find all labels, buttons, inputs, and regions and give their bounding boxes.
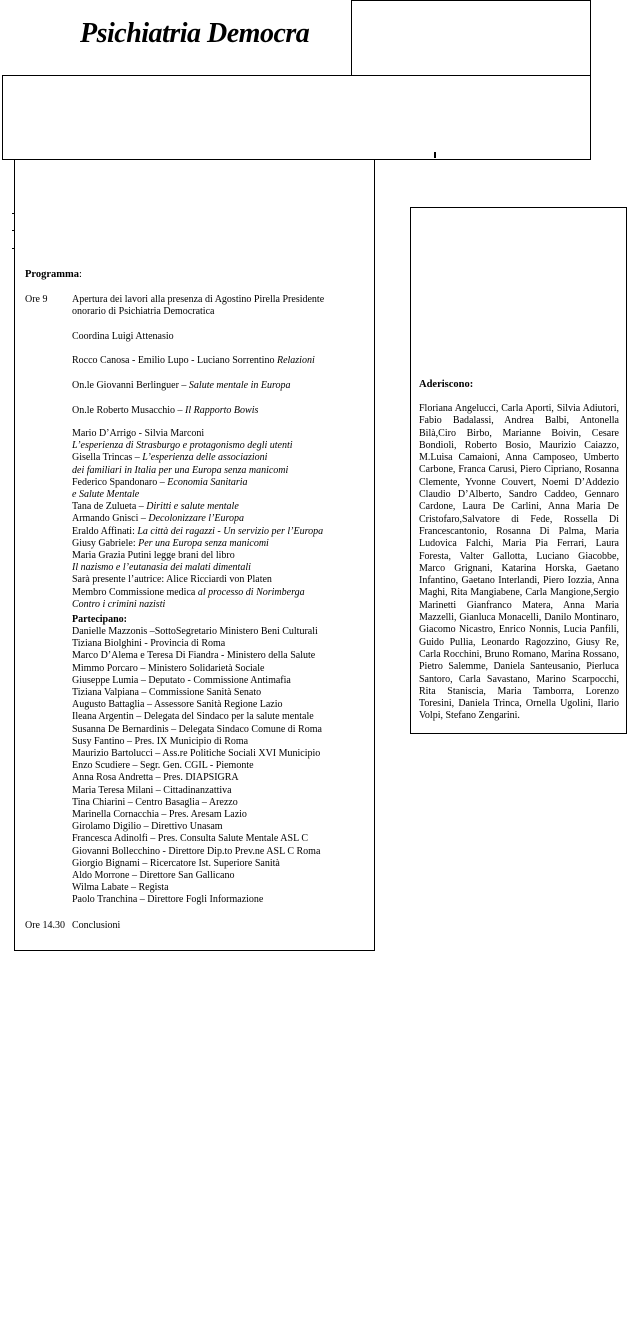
speaker-line: dei familiari in Italia per una Europa senza manicomi [72,464,289,476]
program-heading: Programma: [25,269,82,280]
speaker-line: Armando Gnisci – Decolonizzare l’Europa [72,513,245,525]
participant: Marinella Cornacchia – Pres. Aresam Lazio [72,809,247,821]
participant: Tina Chiarini – Centro Basaglia – Arezzo [72,796,238,808]
time-label: Ore 9 [25,294,48,305]
time-label: Ore 14.30 [25,920,65,931]
header-banner-box [2,75,591,160]
participant: Giuseppe Lumia – Deputato - Commissione Antimafia [72,674,291,686]
participant: Girolamo Digilio – Direttivo Unasam [72,821,223,833]
participant: Augusto Battaglia – Assessore Sanità Regione Lazio [72,699,283,711]
speaker-line: Tana de Zulueta – Diritti e salute mentale [72,501,239,513]
participant: Marco D’Alema e Teresa Di Fiandra - Ministero della Salute [72,650,316,662]
participant: Tiziana Biolghini - Provincia di Roma [72,638,226,650]
margin-mark [12,248,15,249]
speaker-line: Giusy Gabriele: Per una Europa senza manicomi [72,537,269,549]
conclusions: Conclusioni [72,920,121,931]
margin-mark [12,213,15,214]
participant: Paolo Tranchina – Direttore Fogli Informazione [72,894,264,906]
speaker-line: Federico Spandonaro – Economia Sanitaria [72,476,248,488]
participant: Susanna De Bernardinis – Delegata Sindaco Comune di Roma [72,723,322,735]
margin-mark [12,230,15,231]
speaker-line: Il nazismo e l’eutanasia dei malati dimentali [72,562,251,574]
participant: Tiziana Valpiana – Commissione Sanità Senato [72,687,262,699]
speaker-line: Eraldo Affinati: La città dei ragazzi - Un servizio per l’Europa [72,525,324,537]
participant: Ileana Argentin – Delegata del Sindaco per la salute mentale [72,711,314,723]
speaker-line: Mario D’Arrigo - Silvia Marconi [72,428,205,439]
speaker-line: L’esperienza di Strasburgo e protagonismo degli utenti [72,440,293,452]
speakers-list [72,428,323,611]
speakers-line: Rocco Canosa - Emilio Lupo - Luciano Sorrentino Relazioni [72,355,315,366]
participant: Giovanni Bollecchino - Direttore Dip.to Prev.ne ASL C Roma [72,845,321,857]
coordinator: Coordina Luigi Attenasio [72,331,174,342]
speaker-line: Sarà presente l’autrice: Alice Ricciardi von Platen [72,574,272,586]
participant: Giorgio Bignami – Ricercatore Ist. Superiore Sanità [72,857,280,869]
header-box-right [351,0,591,76]
participant: Aldo Morrone – Direttore San Gallicano [72,870,235,882]
speaker-line: Membro Commissione medica al processo di Norimberga [72,586,305,598]
page-title: Psichiatria Democra [80,18,310,49]
participant: Francesca Adinolfi – Pres. Consulta Salute Mentale ASL C [72,833,308,845]
margin-mark [434,152,436,158]
speaker-line: Gisella Trincas – L’esperienza delle associazioni [72,452,268,464]
participant: Anna Rosa Andretta – Pres. DIAPSIGRA [72,772,239,784]
participants-list [72,626,322,907]
adherents-list: Floriana Angelucci, Carla Aporti, Silvia Adiutori, Fabio Badalassi, Andrea Balbi, Antonella Bilà,Ciro Birbo, Marianne Boivin, Cesare Bondioli, Roberto Bosio, Maurizio Caiazzo, M.Luisa Camaioni, Anna Camposeo, Umberto Carbone, Franca Carusi, Piero Cipriano, Rosanna Clemente, Yvonne Couvert, Noemi D’Addezio Claudio D’Alberto, Sandro Caddeo, Gennaro Cardone, Laura De Carlini, Anna Maria De Cristofaro,Salvatore di Fede, Rossella Di Francescantonio, Rosanna Di Palma, Maria Ludovica Falchi, Maria Pia Ferrari, Laura Foresta, Valter Gallotta, Luciano Giacobbe, Marco Grignani, Katarina Horska, Gaetano Infantino, Gaetano Interlandi, Piero Iozzia, Anna Maghi, Rita Mangiabene, Carla Mangione,Sergio Marinetti Gianfranco Matera, Anna Maria Mazzelli, Gianluca Monacelli, Danilo Montinaro, Giacomo Nicastro, Enrico Nonnis, Lucia Panfili, Guido Pullia, Leonardo Ragozzino, Giusy Re, Carla Rocchini, Bruno Romano, Marina Rossano, Pietro Salemme, Daniela Santeusanio, Pierluca Santoro, Carla Savastano, Marino Scarpocchi, Rita Staniscia, Maria Tamborra, Lorenzo Toresini, Daniela Trinca, Ornella Ugolini, Ilario Volpi, Stefano Zengarini. [419,403,619,722]
participant: Mimmo Porcaro – Ministero Solidarietà Sociale [72,662,265,674]
speaker-line: Maria Grazia Putini legge brani del libro [72,550,235,562]
participant: Maurizio Bartolucci – Ass.re Politiche Sociali XVI Municipio [72,748,321,760]
speaker-line: e Salute Mentale [72,489,140,501]
participant: Danielle Mazzonis –SottoSegretario Ministero Beni Culturali [72,626,318,637]
opening-text: Apertura dei lavori alla presenza di Agostino Pirella Presidente onorario di Psichiatria Democratica [72,294,325,318]
speaker-musacchio: On.le Roberto Musacchio – Il Rapporto Bowis [72,405,259,416]
participant: Maria Teresa Milani – Cittadinanzattiva [72,784,232,796]
participant: Susy Fantino – Pres. IX Municipio di Roma [72,735,249,747]
participants-heading: Partecipano: [72,614,127,625]
adherents-heading: Aderiscono: [419,379,474,390]
speaker-berlinguer: On.le Giovanni Berlinguer – Salute mentale in Europa [72,380,291,391]
participant: Wilma Labate – Regista [72,882,169,894]
speaker-line: Contro i crimini nazisti [72,598,166,610]
participant: Enzo Scudiere – Segr. Gen. CGIL - Piemonte [72,760,254,772]
